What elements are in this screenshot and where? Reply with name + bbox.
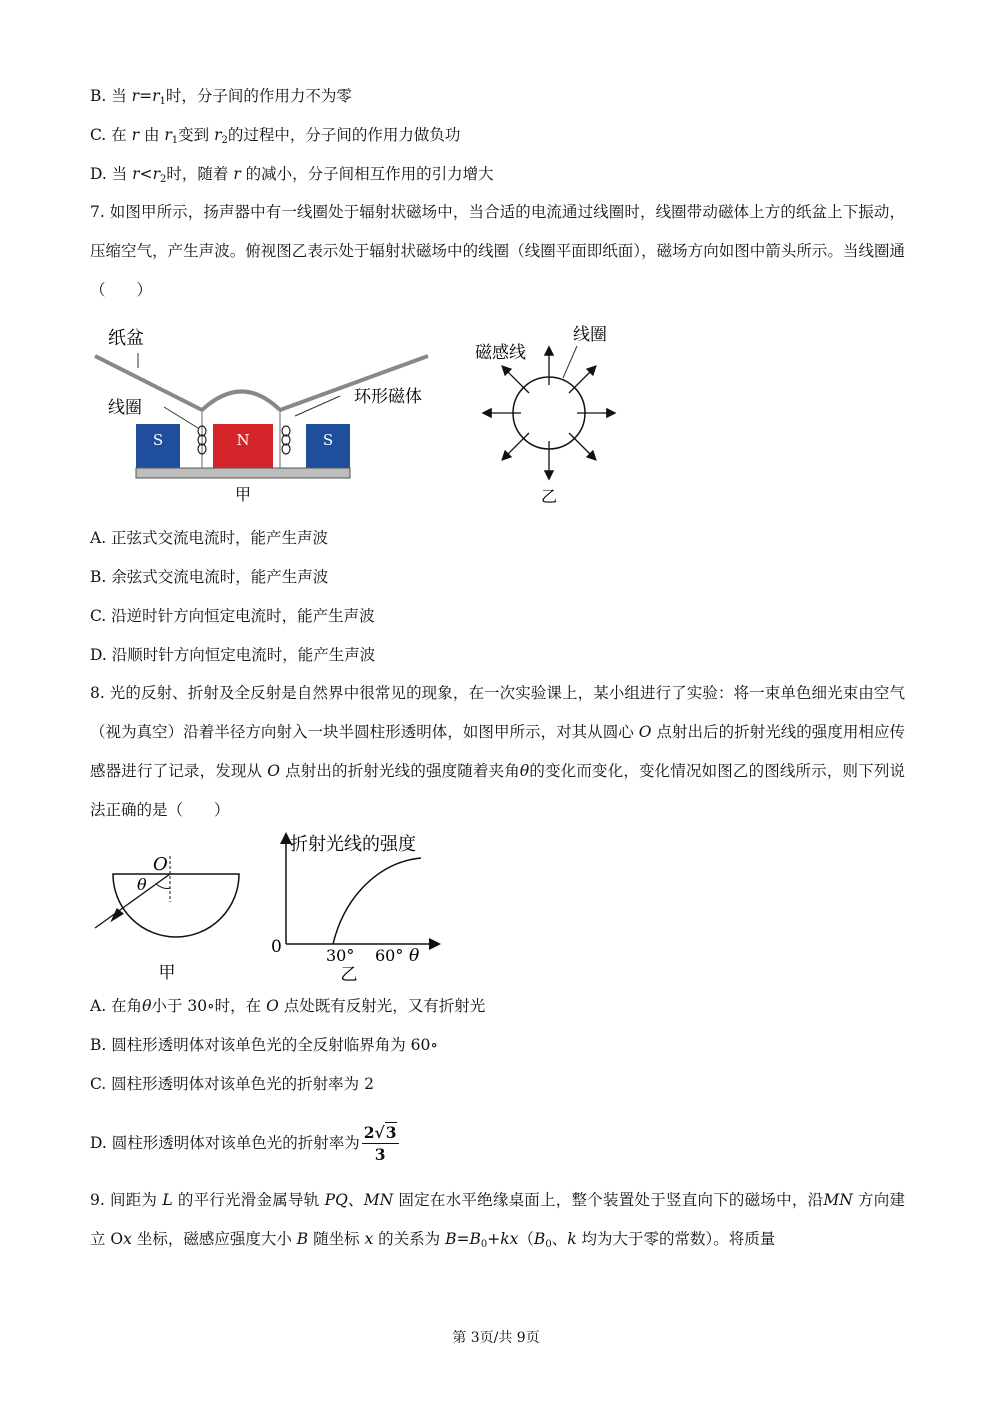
q7-option-a: A. 正弦式交流电流时，能产生声波 [90, 529, 329, 547]
q9-stem: 9. 间距为 L 的平行光滑金属导轨 PQ、MN 固定在水平绝缘桌面上，整个装置处于竖直向下的磁场中，沿MN 方向建立 Ox 坐标，磁感应强度大小 B 随坐标 x 的关系为 $B=B_0+kx(B_0$、k 均为大于零的常数）。将质量 [90, 1191, 905, 1250]
label-paper-cone: 纸盆 [108, 328, 144, 349]
semicylinder-outline [113, 874, 239, 937]
field-line-arrows [484, 348, 614, 478]
dust-cap [202, 392, 280, 411]
fraction-2sqrt3-over-3: $\frac{2√3}{3}$ [363, 1122, 397, 1164]
tick-30: 30° [326, 946, 355, 965]
origin-label: 0 [271, 937, 282, 957]
q7-option-c: C. 沿逆时针方向恒定电流时，能产生声波 [90, 607, 375, 625]
q8-option-c: C. 圆柱形透明体对该单色光的折射率为 2 [90, 1075, 374, 1093]
label-coil-top: 线圈 [573, 325, 607, 345]
q8-figure-intensity-graph [265, 830, 445, 985]
page-footer: 第 3页/共 9页 [452, 1330, 540, 1346]
x-axis-label: θ [409, 946, 420, 966]
q7-figure-speaker [90, 318, 450, 510]
q7-option-d: D. 沿顺时针方向恒定电流时，能产生声波 [90, 646, 376, 664]
label-pole-s-right: S [322, 431, 334, 449]
q8-figure-semicylinder [90, 850, 240, 985]
label-pole-n: N [236, 431, 250, 449]
label-coil: 线圈 [108, 398, 142, 418]
intensity-curve [333, 858, 421, 944]
caption-yi: 乙 [540, 487, 558, 506]
q8-option-d: D. 圆柱形透明体对该单色光的折射率为 $\frac{2√3}{3}$ [90, 1122, 397, 1164]
tick-60: 60° [375, 946, 404, 965]
magnet-base [136, 468, 350, 478]
y-axis-label: 折射光线的强度 [290, 834, 416, 855]
q8-option-a: A. 在角θ小于 30∘时，在 O 点处既有反射光，又有折射光 [90, 997, 486, 1015]
label-pole-s-left: S [152, 431, 164, 449]
label-ring-magnet: 环形磁体 [354, 387, 422, 407]
coil-right [282, 426, 290, 454]
q6-option-d: D. 当 $r<r_2$时，随着 r 的减小，分子间相互作用的引力增大 [90, 165, 494, 185]
caption-yi-2: 乙 [340, 965, 358, 985]
q7-option-b: B. 余弦式交流电流时，能产生声波 [90, 568, 329, 586]
label-field-lines: 磁感线 [475, 343, 526, 363]
label-point-o: O [153, 854, 168, 875]
q8-option-b: B. 圆柱形透明体对该单色光的全反射临界角为 60∘ [90, 1036, 438, 1054]
q7-stem: 7. 如图甲所示，扬声器中有一线圈处于辐射状磁场中，当合适的电流通过线圈时，线圈带动磁体上方的纸盆上下振动，压缩空气，产生声波。俯视图乙表示处于辐射状磁场中的线圈（线圈平面即纸面），磁场方向如图中箭头所示。当线圈通 （ ） [90, 203, 921, 299]
angle-arc [156, 884, 170, 889]
coil-leader-line [563, 346, 577, 378]
q7-figure-coil-top-view [470, 318, 630, 510]
magnet-leader-line [295, 396, 340, 416]
q6-option-b: B. 当 $r=r_1$时，分子间的作用力不为零 [90, 87, 352, 107]
q6-option-c: C. 在 r 由 $r_1$变到 $r_2$的过程中，分子间的作用力做负功 [90, 126, 461, 146]
label-theta: θ [137, 875, 147, 894]
caption-jia: 甲 [234, 485, 252, 504]
q8-stem: 8. 光的反射、折射及全反射是自然界中很常见的现象，在一次实验课上，某小组进行了实验：将一束单色细光束由空气（视为真空）沿着半径方向射入一块半圆柱形透明体，如图甲所示，对其从圆心 O 点射出后的折射光线的强度用相应传感器进行了记录，发现从 O 点射出的折射光线的强度随着夹角θ的变化而变化，变化情况如图乙的图线所示，则下列说法正确的是（ ） [90, 684, 905, 819]
caption-jia-2: 甲 [158, 963, 176, 983]
